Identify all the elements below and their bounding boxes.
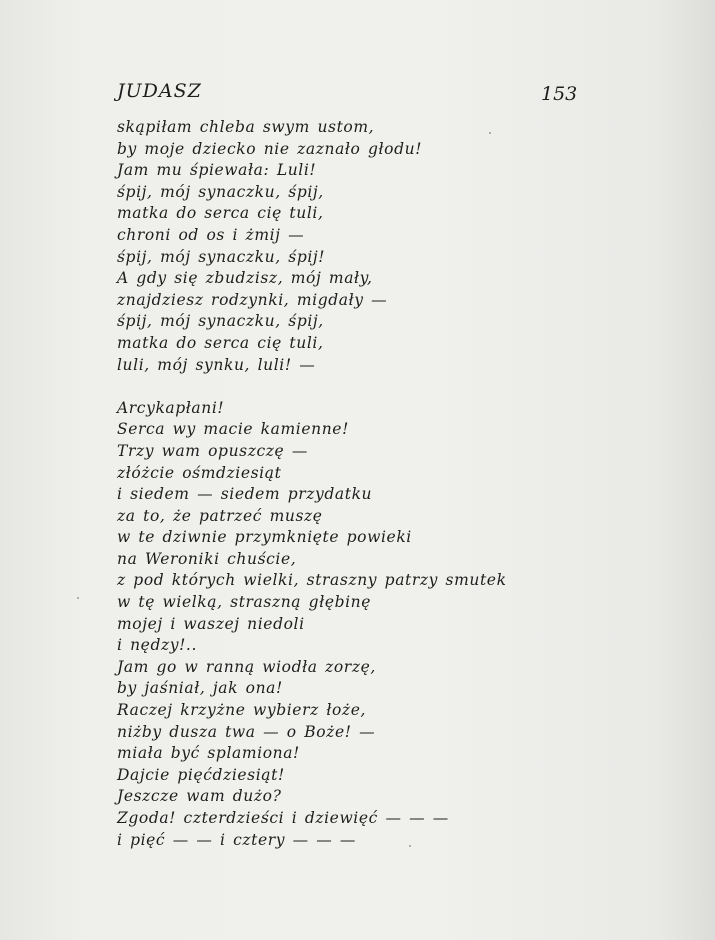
poem-line: Serca wy macie kamienne! [117,420,349,439]
poem-line: i pięć — — i cztery — — — [117,830,356,849]
poem-line: mojej i waszej niedoli [117,614,305,633]
paper-speck [77,597,79,599]
poem-line: Jam mu śpiewała: Luli! [117,161,317,180]
poem-line: Raczej krzyżne wybierz łoże, [117,701,366,720]
stanza-break [117,376,677,398]
page-number: 153 [541,83,578,105]
poem-line: Zgoda! czterdzieści i dziewięć — — — [117,809,449,827]
poem-line: i nędzy!.. [117,636,197,655]
stanza-1 [117,117,677,376]
poem-line: w tę wielką, straszną głębinę [117,593,372,612]
poem-line: chroni od os i żmij — [117,225,305,244]
poem-line: skąpiłam chleba swym ustom, [117,118,375,136]
poem-line: z pod których wielki, straszny patrzy smutek [117,571,507,590]
poem-line: luli, mój synku, luli! — [117,355,316,374]
poem-line: by jaśniał, jak ona! [117,679,283,698]
poem-line: Jeszcze wam dużo? [117,787,282,806]
poem-line: Dajcie pięćdziesiąt! [117,765,285,784]
poem-line: śpij, mój synaczku, śpij, [117,312,324,331]
poem-line: śpij, mój synaczku, śpij! [117,247,326,266]
poem-line: i siedem — siedem przydatku [117,485,373,504]
poem-line: Arcykapłani! [117,398,225,417]
poem-line: Trzy wam opuszczę — [117,441,308,460]
running-header-title: JUDASZ [117,80,202,102]
poem-line: miała być splamiona! [117,744,300,763]
poem-line: matka do serca cię tuli, [117,204,324,223]
poem-line: złóżcie ośmdziesiąt [117,463,282,482]
stanza-2 [117,398,677,851]
poem-line: by moje dziecko nie zaznało głodu! [117,139,423,158]
poem-line: za to, że patrzeć muszę [117,506,323,525]
poem-line: na Weroniki chuście, [117,549,297,568]
paper-speck [409,845,411,847]
poem-line: w te dziwnie przymknięte powieki [117,528,412,547]
poem-line: znajdziesz rodzynki, migdały — [117,290,388,309]
paper-speck [489,132,491,134]
poem-line: Jam go w ranną wiodła zorzę, [117,657,376,676]
poem-line: śpij, mój synaczku, śpij, [117,182,324,201]
poem-line: matka do serca cię tuli, [117,333,324,352]
poem-line: niżby dusza twa — o Boże! — [117,722,376,741]
poem-line: A gdy się zbudzisz, mój mały, [117,269,373,288]
poem-text [117,117,677,851]
